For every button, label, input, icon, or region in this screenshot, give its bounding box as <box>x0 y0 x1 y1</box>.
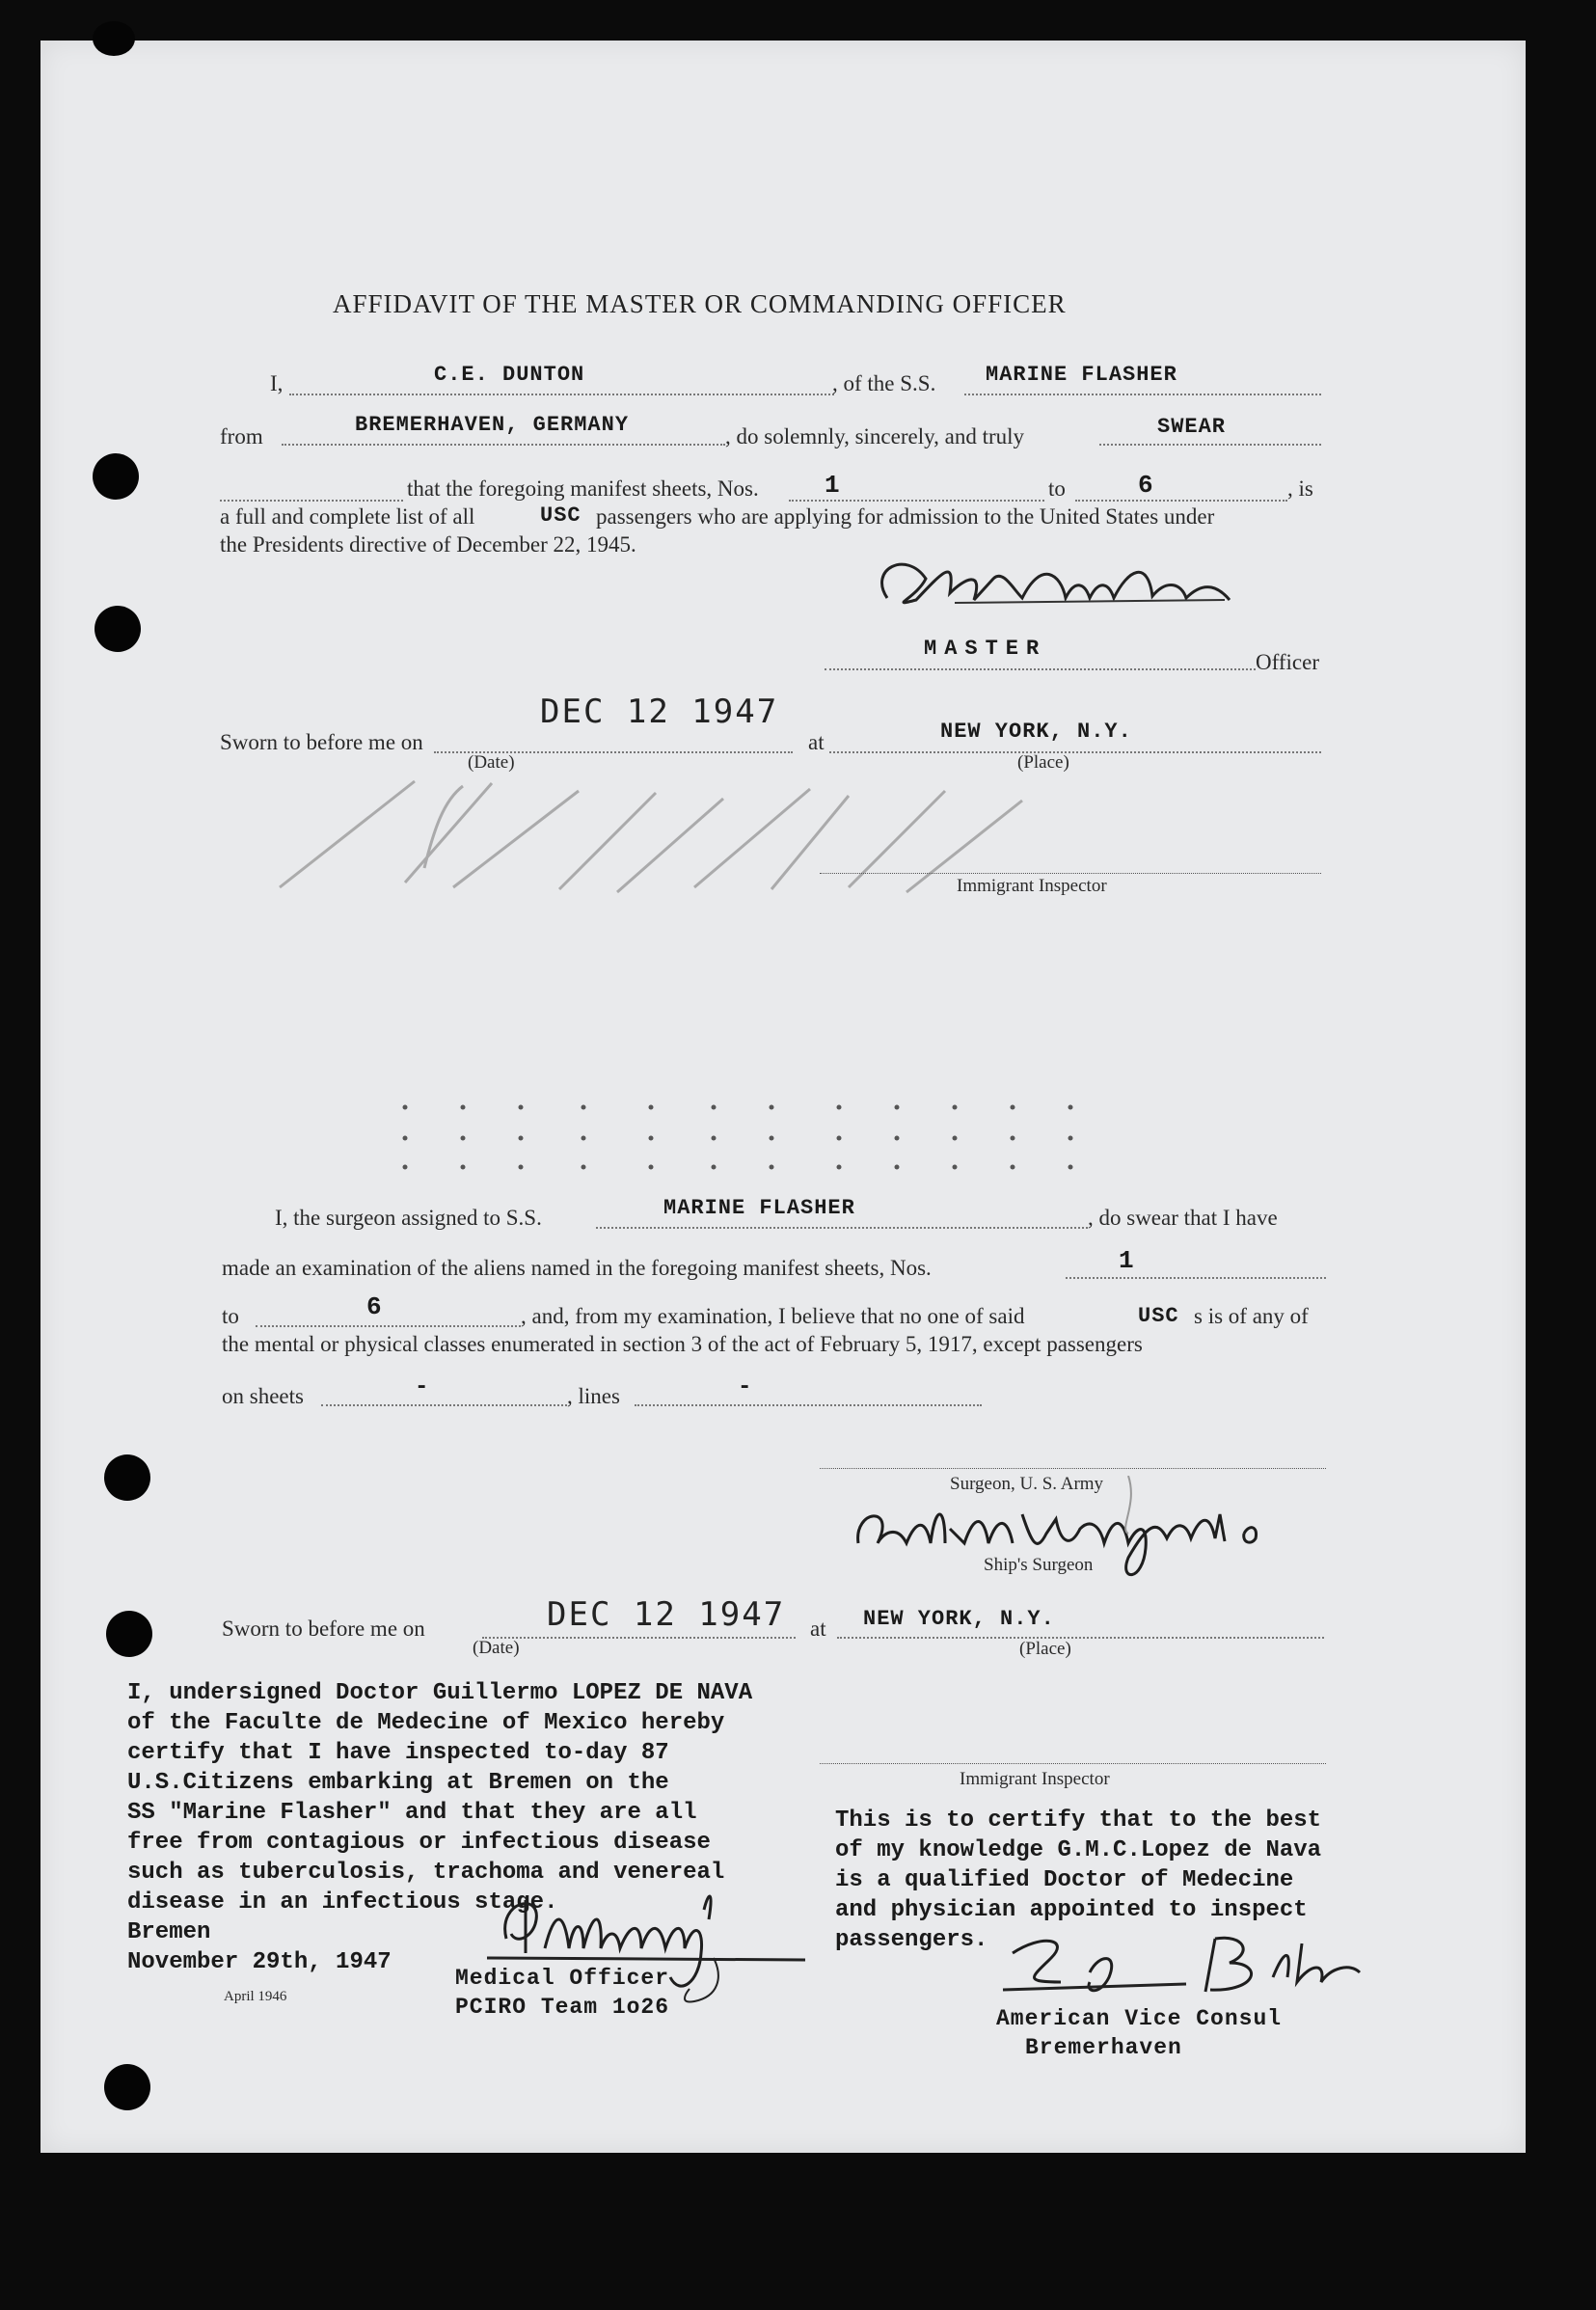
surgeon-line3-a: , and, from my examination, I believe that no one of said <box>521 1304 1025 1328</box>
medical-line: such as tuberculosis, trachoma and venereal <box>127 1860 725 1886</box>
punch-hole <box>93 21 135 56</box>
passenger-type: USC <box>540 503 582 528</box>
medical-line: of the Faculte de Medecine of Mexico hereby <box>127 1710 725 1736</box>
officer-title: Medical Officer <box>455 1966 670 1991</box>
place-2: NEW YORK, N.Y. <box>863 1607 1055 1631</box>
consul-line: is a qualified Doctor of Medecine <box>835 1867 1294 1893</box>
directive-text: the Presidents directive of December 22, 1945. <box>220 532 636 557</box>
inspector-label-2: Immigrant Inspector <box>960 1769 1110 1789</box>
date-line-2 <box>482 1637 796 1639</box>
solemnly-label: , do solemnly, sincerely, and truly <box>725 424 1025 448</box>
date-caption: (Date) <box>468 752 515 773</box>
punch-hole <box>106 1611 152 1657</box>
sheets-line <box>321 1404 567 1406</box>
sheets-label: on sheets <box>222 1384 304 1408</box>
sworn-label-2: Sworn to before me on <box>222 1617 425 1641</box>
sworn-label: Sworn to before me on <box>220 730 423 754</box>
place: NEW YORK, N.Y. <box>940 720 1132 744</box>
surgeon-sheet-to: 6 <box>366 1292 383 1321</box>
sheet-from: 1 <box>825 471 841 500</box>
surgeon-from-line <box>1066 1277 1326 1279</box>
full-list-text-a: a full and complete list of all <box>220 504 475 529</box>
form-date: April 1946 <box>224 1989 287 2004</box>
medical-date: November 29th, 1947 <box>127 1949 392 1975</box>
at-label: at <box>808 730 825 754</box>
place-caption: (Place) <box>1017 752 1069 773</box>
surgeon-sheet-from: 1 <box>1119 1246 1135 1275</box>
foregoing-label: that the foregoing manifest sheets, Nos. <box>407 476 759 501</box>
port-name: BREMERHAVEN, GERMANY <box>355 413 630 437</box>
sheets-value: - <box>415 1374 430 1400</box>
lines-label: , lines <box>567 1384 620 1408</box>
consul-title: American Vice Consul <box>996 2006 1283 2031</box>
from-label: from <box>220 424 263 448</box>
medical-line: U.S.Citizens embarking at Bremen on the <box>127 1770 669 1796</box>
surgeon-line4: the mental or physical classes enumerated in section 3 of the act of February 5, 1917, except passengers <box>222 1332 1143 1356</box>
master-name: C.E. DUNTON <box>434 363 585 387</box>
page-title: AFFIDAVIT OF THE MASTER OR COMMANDING OFFICER <box>333 289 1067 318</box>
surgeon-ship-line <box>596 1227 1088 1229</box>
punch-hole <box>95 606 141 652</box>
team-label: PCIRO Team 1o26 <box>455 1995 670 2020</box>
consul-line: of my knowledge G.M.C.Lopez de Nava <box>835 1837 1322 1863</box>
medical-line: I, undersigned Doctor Guillermo LOPEZ DE NAVA <box>127 1680 753 1706</box>
surgeon-to-label: to <box>222 1304 239 1328</box>
dot-grid <box>395 1100 1090 1177</box>
inspector-label-1: Immigrant Inspector <box>957 876 1107 896</box>
officer-label: Officer <box>1256 650 1319 674</box>
oath-line <box>1099 444 1321 446</box>
consul-line: passengers. <box>835 1927 988 1953</box>
place-line <box>829 751 1321 753</box>
date-stamp-2: DEC 12 1947 <box>547 1595 786 1634</box>
is-label: , is <box>1287 476 1313 501</box>
sheet-from-line <box>789 500 1044 502</box>
sheet-to: 6 <box>1138 471 1154 500</box>
name-line <box>289 394 834 395</box>
officer-line <box>825 668 1256 670</box>
i-label: I, <box>270 371 284 395</box>
lines-value: - <box>738 1374 753 1400</box>
army-line <box>820 1468 1326 1469</box>
surgeon-line1-b: , do swear that I have <box>1088 1206 1278 1230</box>
surgeon-ship: MARINE FLASHER <box>663 1196 855 1220</box>
surgeon-line3-b: s is of any of <box>1194 1304 1309 1328</box>
medical-line: disease in an infectious stage. <box>127 1889 558 1916</box>
punch-hole <box>104 1454 150 1501</box>
of-ss-label: , of the S.S. <box>832 371 936 395</box>
surgeon-line2: made an examination of the aliens named in the foregoing manifest sheets, Nos. <box>222 1256 932 1280</box>
ship-name: MARINE FLASHER <box>986 363 1177 387</box>
to-label: to <box>1048 476 1066 501</box>
master-title: MASTER <box>924 637 1047 661</box>
ship-line <box>964 394 1321 395</box>
medical-city: Bremen <box>127 1919 211 1945</box>
at-label-2: at <box>810 1617 826 1641</box>
consul-location: Bremerhaven <box>1025 2035 1182 2060</box>
medical-line: certify that I have inspected to-day 87 <box>127 1740 669 1766</box>
medical-line: SS "Marine Flasher" and that they are all <box>127 1800 697 1826</box>
medical-line: free from contagious or infectious disease <box>127 1830 711 1856</box>
port-line <box>282 444 725 446</box>
consul-line: This is to certify that to the best <box>835 1807 1322 1834</box>
inspector-line-1 <box>820 873 1321 874</box>
master-signature <box>858 540 1273 627</box>
punch-hole <box>104 2064 150 2110</box>
punch-hole <box>93 453 139 500</box>
surgeon-passenger-type: USC <box>1138 1304 1179 1328</box>
full-list-text-b: passengers who are applying for admission to the United States under <box>596 504 1215 529</box>
army-label: Surgeon, U. S. Army <box>950 1474 1104 1494</box>
inspector-line-2 <box>820 1763 1326 1764</box>
place-caption-2: (Place) <box>1019 1639 1071 1659</box>
blank-line <box>220 500 403 502</box>
consul-line: and physician appointed to inspect <box>835 1897 1308 1923</box>
sheet-to-line <box>1075 500 1287 502</box>
surgeon-to-line <box>256 1325 521 1327</box>
ships-surgeon-label: Ship's Surgeon <box>984 1555 1094 1575</box>
date-caption-2: (Date) <box>473 1638 520 1658</box>
date-stamp: DEC 12 1947 <box>540 693 779 731</box>
surgeon-line1-a: I, the surgeon assigned to S.S. <box>275 1206 542 1230</box>
oath-word: SWEAR <box>1157 415 1227 439</box>
place-line-2 <box>837 1637 1324 1639</box>
lines-value-line <box>635 1404 982 1406</box>
